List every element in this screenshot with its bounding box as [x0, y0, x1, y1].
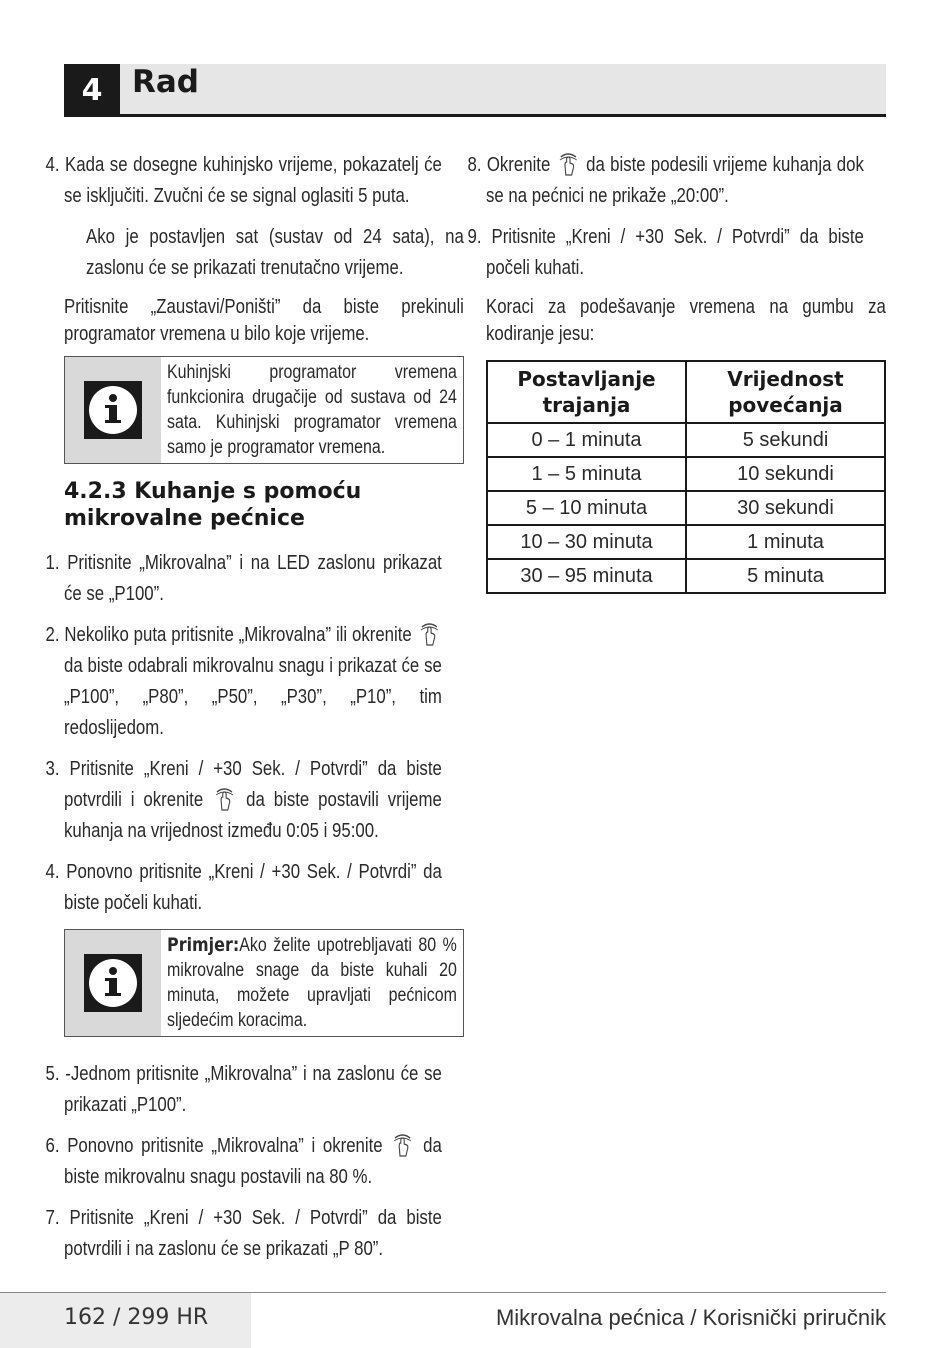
table-row: [487, 559, 885, 593]
table-cell: 10 sekundi: [686, 457, 885, 491]
table-header-duration: Postavljanje trajanja: [487, 361, 686, 423]
section-heading: 4.2.3 Kuhanje s pomoću mikrovalne pećnice: [64, 479, 362, 531]
step-1: 1. Pritisnite „Mikrovalna” i na LED zaslonu prikazat će se „P100”.: [45, 552, 442, 605]
table-cell: 5 – 10 minuta: [487, 491, 686, 525]
chapter-number: 4: [64, 64, 120, 117]
step-9: 9. Pritisnite „Kreni / +30 Sek. / Potvrdi” da biste počeli kuhati.: [467, 226, 864, 279]
table-cell: 5 minuta: [686, 559, 885, 593]
info-note-timer-text: Kuhinjski programator vremena funkcionira drugačije od sustava od 24 sata. Kuhinjski programator vremena samo je programator vremena.: [167, 362, 457, 458]
table-cell: 10 – 30 minuta: [487, 525, 686, 559]
table-header-increment: Vrijednost povećanja: [686, 361, 885, 423]
stop-instruction: Pritisnite „Zaustavi/Poništi” da biste prekinuli programator vremena u bilo koje vrijeme.: [64, 296, 464, 345]
table-header-row: [487, 361, 885, 423]
table-row: [487, 457, 885, 491]
table-row: [487, 423, 885, 457]
info-note-example: [64, 929, 464, 1037]
info-icon: [84, 381, 142, 439]
rotary-knob-icon: [558, 151, 578, 177]
table-row: [487, 491, 885, 525]
step-4-timer-end: 4. Kada se dosegne kuhinjsko vrijeme, pokazatelj će se isključiti. Zvučni će se signal oglasiti 5 puta.: [45, 154, 442, 207]
table-cell: 30 – 95 minuta: [487, 559, 686, 593]
example-label: Primjer:: [167, 934, 240, 956]
table-cell: 1 minuta: [686, 525, 885, 559]
table-intro: Koraci za podešavanje vremena na gumbu za kodiranje jesu:: [486, 296, 886, 345]
left-column: [45, 150, 464, 1275]
step-7: 7. Pritisnite „Kreni / +30 Sek. / Potvrdi” da biste potvrdili i na zaslonu će se prikazati „P 80”.: [45, 1207, 442, 1260]
step-5: 5. -Jednom pritisnite „Mikrovalna” i na zaslonu će se prikazati „P100”.: [45, 1063, 442, 1116]
step-4: 4. Ponovno pritisnite „Kreni / +30 Sek. / Potvrdi” da biste počeli kuhati.: [45, 861, 442, 914]
table-cell: 5 sekundi: [686, 423, 885, 457]
table-cell: 0 – 1 minuta: [487, 423, 686, 457]
table-cell: 30 sekundi: [686, 491, 885, 525]
right-column: [467, 150, 886, 594]
chapter-title: Rad: [132, 64, 199, 100]
table-row: [487, 525, 885, 559]
step-6: 6. Ponovno pritisnite „Mikrovalna” i okrenite da biste mikrovalnu snagu postavili na 80 %.: [64, 1131, 464, 1193]
rotary-knob-icon: [393, 1132, 413, 1158]
info-icon: [84, 954, 142, 1012]
step-4-clock-note: Ako je postavljen sat (sustav od 24 sata), na zaslonu će se prikazati trenutačno vrijeme.: [86, 226, 464, 279]
rotary-knob-icon: [215, 786, 235, 812]
chapter-header: [64, 64, 886, 117]
table-cell: 1 – 5 minuta: [487, 457, 686, 491]
step-3: 3. Pritisnite „Kreni / +30 Sek. / Potvrdi” da biste potvrdili i okrenite da biste postavili vrijeme kuhanja na vrijednost između 0:05 i 95:00.: [45, 758, 442, 842]
info-note-timer: [64, 356, 464, 464]
rotary-knob-icon: [419, 621, 439, 647]
page-number: 162 / 299 HR: [64, 1305, 209, 1330]
step-8: 8. Okrenite da biste podesili vrijeme kuhanja dok se na pećnici ne prikaže „20:00”.: [486, 150, 886, 212]
time-increment-table: [486, 360, 886, 594]
step-2: 2. Nekoliko puta pritisnite „Mikrovalna” ili okrenite da biste odabrali mikrovalnu snagu i prikazat će se „P100”, „P80”, „P50”, „P30”, „P10”, tim redoslijedom.: [64, 620, 464, 744]
document-title: Mikrovalna pećnica / Korisnički priručnik: [495, 1305, 886, 1330]
info-note-example-text: Primjer:Ako želite upotrebljavati 80 % mikrovalne snage da biste kuhali 20 minuta, možete upravljati pećnicom sljedećim koracima.: [167, 934, 457, 1031]
